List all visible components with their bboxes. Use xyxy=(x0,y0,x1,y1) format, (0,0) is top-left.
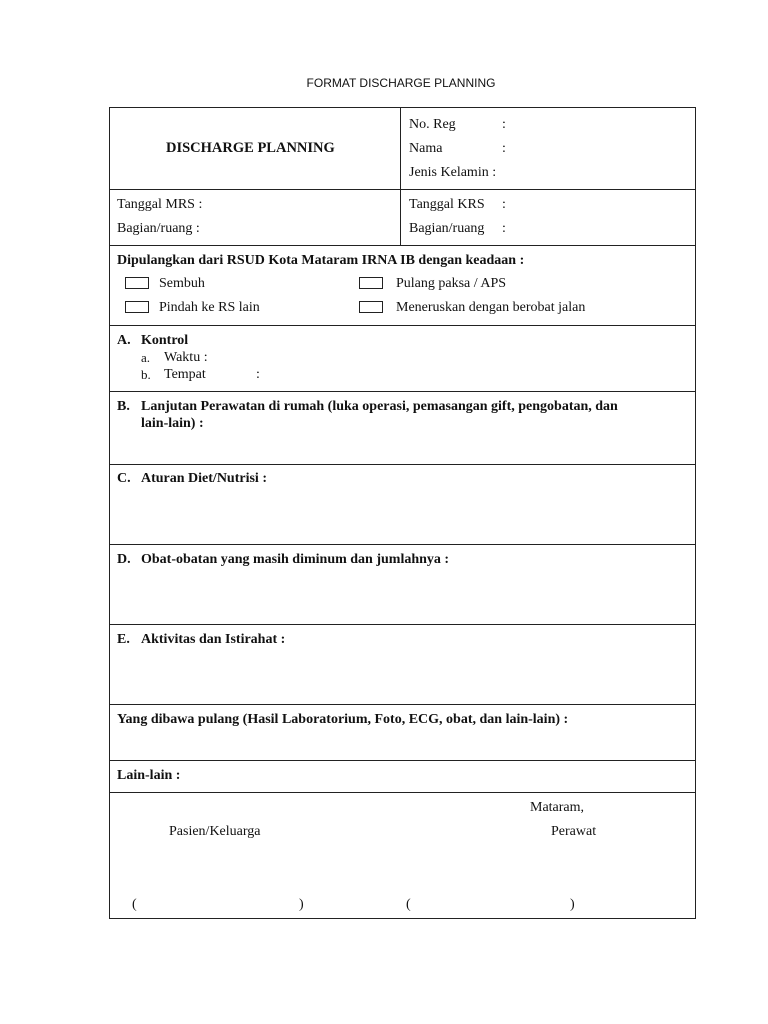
right-signature-open-paren: ( xyxy=(406,897,411,912)
tempat-label: Tempat xyxy=(164,367,206,382)
tempat-letter: b. xyxy=(141,367,151,382)
sembuh-label: Sembuh xyxy=(159,276,205,291)
nama-colon: : xyxy=(502,141,506,156)
discharge-form xyxy=(109,107,696,919)
section-b-line2: lain-lain) : xyxy=(141,416,204,431)
section-b-line1: Lanjutan Perawatan di rumah (luka operasi, pemasangan gift, pengobatan, dan xyxy=(141,399,618,414)
waktu-label: Waktu : xyxy=(164,350,208,365)
divider xyxy=(110,245,695,246)
pindah-rs-checkbox[interactable] xyxy=(125,301,149,313)
divider xyxy=(110,544,695,545)
form-heading: DISCHARGE PLANNING xyxy=(166,140,335,156)
right-signature-close-paren: ) xyxy=(570,897,575,912)
kontrol-letter: A. xyxy=(117,333,131,348)
kontrol-title: Kontrol xyxy=(141,333,189,348)
divider xyxy=(110,325,695,326)
berobat-jalan-label: Meneruskan dengan berobat jalan xyxy=(396,300,586,315)
left-signature-close-paren: ) xyxy=(299,897,304,912)
left-signature-open-paren: ( xyxy=(132,897,137,912)
berobat-jalan-checkbox[interactable] xyxy=(359,301,383,313)
bagian-ruang-right-colon: : xyxy=(502,221,506,236)
column-divider xyxy=(400,108,401,245)
no-reg-label: No. Reg xyxy=(409,117,456,132)
divider xyxy=(110,704,695,705)
page-title: FORMAT DISCHARGE PLANNING xyxy=(306,76,496,90)
pulang-paksa-label: Pulang paksa / APS xyxy=(396,276,507,291)
tanggal-mrs-label: Tanggal MRS : xyxy=(117,197,203,212)
sembuh-checkbox[interactable] xyxy=(125,277,149,289)
bagian-ruang-left-label: Bagian/ruang : xyxy=(117,221,200,236)
divider xyxy=(110,464,695,465)
section-c-letter: C. xyxy=(117,471,131,486)
perawat-label: Perawat xyxy=(551,824,597,839)
bagian-ruang-right-label: Bagian/ruang xyxy=(409,221,485,236)
tanggal-krs-label: Tanggal KRS xyxy=(409,197,485,212)
divider xyxy=(110,760,695,761)
section-b-letter: B. xyxy=(117,399,130,414)
section-d-letter: D. xyxy=(117,552,131,567)
pulang-paksa-checkbox[interactable] xyxy=(359,277,383,289)
divider xyxy=(110,792,695,793)
section-e-letter: E. xyxy=(117,632,130,647)
no-reg-colon: : xyxy=(502,117,506,132)
discharge-condition-heading: Dipulangkan dari RSUD Kota Mataram IRNA IB dengan keadaan : xyxy=(117,253,525,268)
divider xyxy=(110,189,695,190)
section-e-title: Aktivitas dan Istirahat : xyxy=(141,632,286,647)
divider xyxy=(110,624,695,625)
section-d-title: Obat-obatan yang masih diminum dan jumlahnya : xyxy=(141,552,450,567)
signature-place: Mataram, xyxy=(530,800,585,815)
tanggal-krs-colon: : xyxy=(502,197,506,212)
nama-label: Nama xyxy=(409,141,443,156)
divider xyxy=(110,391,695,392)
yang-dibawa-pulang: Yang dibawa pulang (Hasil Laboratorium, Foto, ECG, obat, dan lain-lain) : xyxy=(117,712,569,727)
pindah-rs-label: Pindah ke RS lain xyxy=(159,300,260,315)
section-c-title: Aturan Diet/Nutrisi : xyxy=(141,471,267,486)
tempat-colon: : xyxy=(256,367,260,382)
waktu-letter: a. xyxy=(141,350,151,365)
lain-lain: Lain-lain : xyxy=(117,768,181,783)
pasien-keluarga-label: Pasien/Keluarga xyxy=(169,824,261,839)
jenis-kelamin-label: Jenis Kelamin : xyxy=(409,165,497,180)
